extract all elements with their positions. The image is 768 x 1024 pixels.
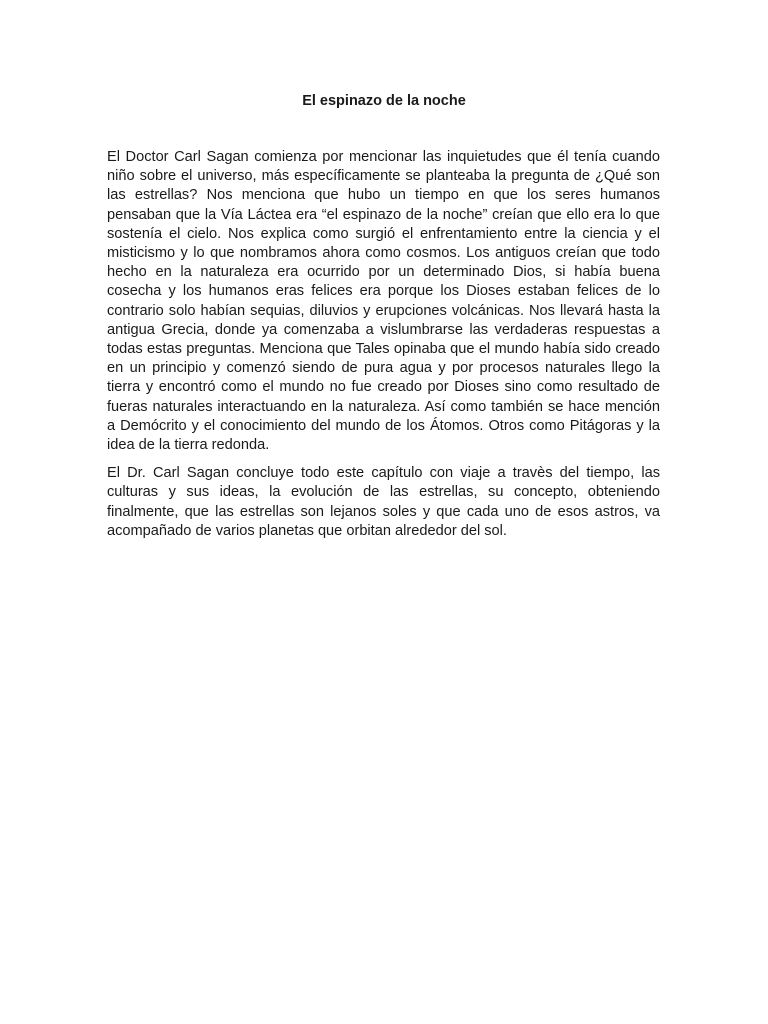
body-paragraph: El Dr. Carl Sagan concluye todo este capítulo con viaje a travès del tiempo, las culturas y sus ideas, la evolución de las estrellas, su concepto, obteniendo finalmente, que las estrellas son lejanos soles y que cada uno de esos astros, va acompañado de varios planetas que orbitan alrededor del sol.	[107, 465, 660, 539]
document-body	[107, 148, 660, 550]
document-title: El espinazo de la noche	[302, 93, 466, 109]
body-paragraph: El Doctor Carl Sagan comienza por mencionar las inquietudes que él tenía cuando niño sobre el universo, más específicamente se planteaba la pregunta de ¿Qué son las estrellas? Nos menciona que hubo un tiempo en que los seres humanos pensaban que la Vía Láctea era “el espinazo de la noche” creían que ello era lo que sostenía el cielo. Nos explica como surgió el enfrentamiento entre la ciencia y el misticismo y lo que nombramos ahora como cosmos. Los antiguos creían que todo hecho en la naturaleza era ocurrido por un determinado Dios, si había buena cosecha y los humanos eras felices era porque los Dioses estaban felices de lo contrario solo habían sequias, diluvios y erupciones volcánicas. Nos llevará hasta la antigua Grecia, donde ya comenzaba a vislumbrarse las verdaderas respuestas a todas estas preguntas. Menciona que Tales opinaba que el mundo había sido creado en un principio y comenzó siendo de pura agua y por procesos naturales llego la tierra y encontró como el mundo no fue creado por Dioses sino como resultado de fueras naturales interactuando en la naturaleza. Así como también se hace mención a Demócrito y el conocimiento del mundo de los Átomos. Otros como Pitágoras y la idea de la tierra redonda.	[107, 149, 660, 454]
